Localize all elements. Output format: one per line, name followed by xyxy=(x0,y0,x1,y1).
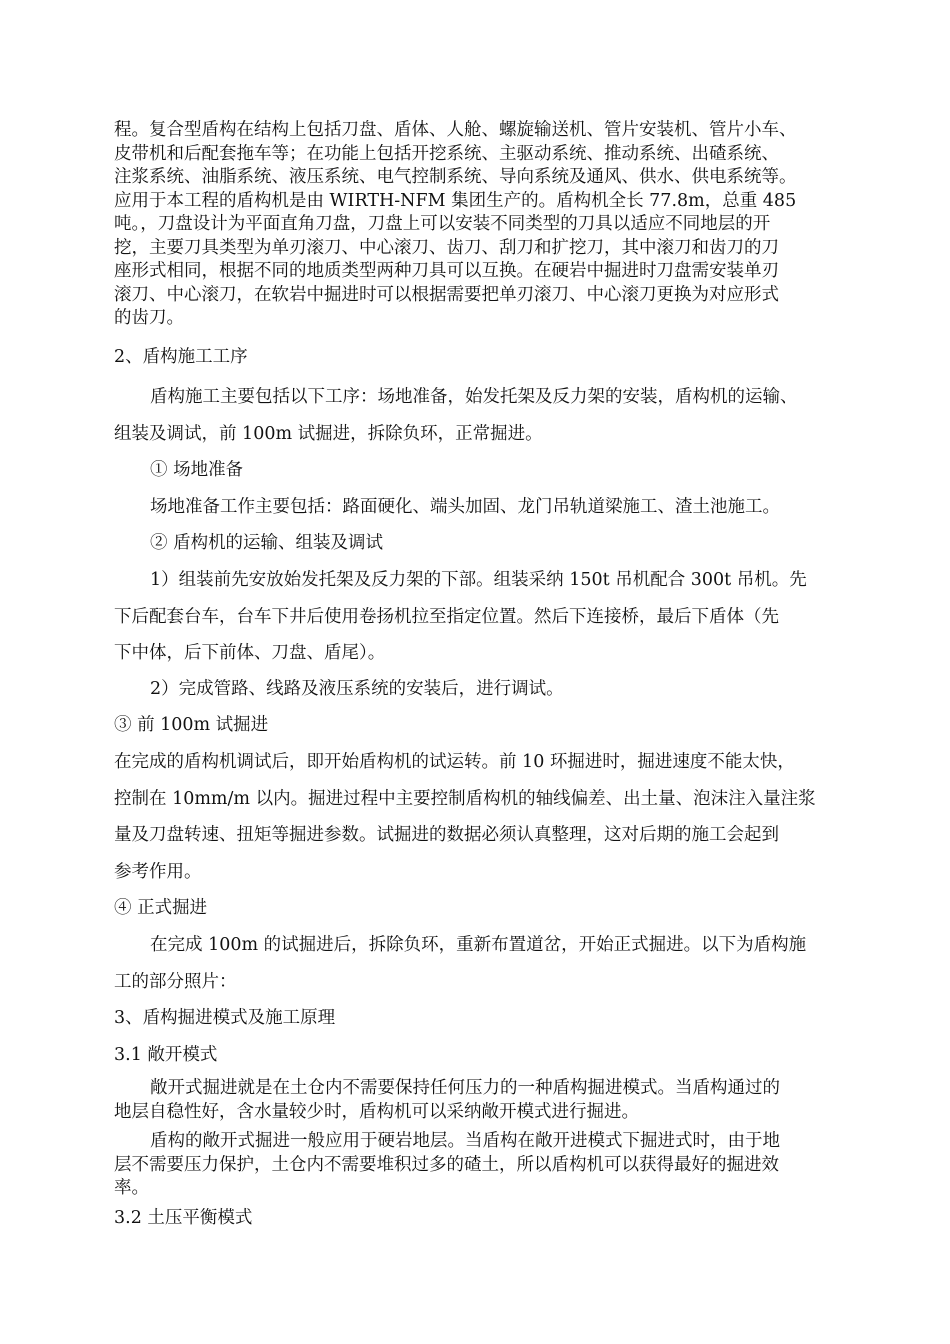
text-line: 1）组装前先安放始发托架及反力架的下部。组装采纳 150t 吊机配合 300t 吊机。先 xyxy=(150,570,807,590)
text-line: 敞开式掘进就是在土仓内不需要保持任何压力的一种盾构掘进模式。当盾构通过的 xyxy=(150,1078,780,1098)
text-line: 应用于本工程的盾构机是由 WIRTH-NFM 集团生产的。盾构机全长 77.8m，总重 485 xyxy=(114,190,797,211)
text-line: 控制在 10mm/m 以内。掘进过程中主要控制盾构机的轴线偏差、出土量、泡沫注入量注浆 xyxy=(114,788,816,809)
text-line: 参考作用。 xyxy=(114,861,202,882)
subheading-trial-excavation xyxy=(114,707,874,744)
subheading-site-preparation xyxy=(114,452,874,489)
paragraph-site-preparation xyxy=(114,489,874,526)
text-line: 下后配套台车，台车下井后使用卷扬机拉至指定位置。然后下连接桥，最后下盾体（先 xyxy=(114,606,779,627)
heading-text: ② 盾构机的运输、组装及调试 xyxy=(150,533,384,553)
subheading-formal-excavation xyxy=(114,890,874,927)
text-line: 盾构的敞开式掘进一般应用于硬岩地层。当盾构在敞开进模式下掘进式时，由于地 xyxy=(150,1131,780,1151)
text-line: 组装及调试，前 100m 试掘进，拆除负环，正常掘进。 xyxy=(114,423,543,444)
text-line: 的齿刀。 xyxy=(114,308,184,328)
heading-text: 3、盾构掘进模式及施工原理 xyxy=(114,1008,336,1028)
text-line: 盾构施工主要包括以下工序：场地准备，始发托架及反力架的安装，盾构机的运输、 xyxy=(150,387,798,407)
text-line: 程。复合型盾构在结构上包括刀盘、盾体、人舱、螺旋输送机、管片安装机、管片小车、 xyxy=(114,120,797,140)
text-line: 率。 xyxy=(114,1178,149,1198)
text-line: 下中体，后下前体、刀盘、盾尾）。 xyxy=(114,643,386,663)
paragraph-formal-excavation xyxy=(114,927,874,1000)
heading-text: ③ 前 100m 试掘进 xyxy=(114,715,269,735)
paragraph-shield-machine-structure xyxy=(114,119,874,331)
text-line: 滚刀、中心滚刀，在软岩中掘进时可以根据需要把单刃滚刀、中心滚刀更换为对应形式 xyxy=(114,284,779,305)
paragraph-trial-excavation xyxy=(114,744,874,890)
text-line: 吨。，刀盘设计为平面直角刀盘，刀盘上可以安装不同类型的刀具以适应不同地层的开 xyxy=(114,214,771,234)
subheading-earth-pressure-balance xyxy=(114,1206,874,1230)
heading-text: 2、盾构施工工序 xyxy=(114,347,248,367)
section-heading-3 xyxy=(114,1000,874,1037)
text-line: 皮带机和后配套拖车等；在功能上包括开挖系统、主驱动系统、推动系统、出碴系统、 xyxy=(114,143,779,164)
paragraph-open-mode-application xyxy=(114,1130,874,1201)
text-line: 在完成的盾构机调试后，即开始盾构机的试运转。前 10 环掘进时，掘进速度不能太快， xyxy=(114,752,795,772)
section-heading-2 xyxy=(114,345,874,369)
subheading-transport-assembly xyxy=(114,525,874,562)
text-line: 在完成 100m 的试掘进后，拆除负环，重新布置道岔，开始正式掘进。以下为盾构施 xyxy=(150,935,807,955)
text-line: 场地准备工作主要包括：路面硬化、端头加固、龙门吊轨道梁施工、渣土池施工。 xyxy=(150,497,780,517)
text-line: 量及刀盘转速、扭矩等掘进参数。试掘进的数据必须认真整理，这对后期的施工会起到 xyxy=(114,825,779,845)
paragraph-assembly-steps xyxy=(114,562,874,672)
text-line: 座形式相同，根据不同的地质类型两种刀具可以互换。在硬岩中掘进时刀盘需安装单刃 xyxy=(114,261,779,281)
heading-text: ④ 正式掘进 xyxy=(114,898,208,918)
text-line: 挖，主要刀具类型为单刃滚刀、中心滚刀、齿刀、刮刀和扩挖刀，其中滚刀和齿刀的刀 xyxy=(114,237,779,258)
heading-text: 3.1 敞开模式 xyxy=(114,1045,218,1065)
text-line: 注浆系统、油脂系统、液压系统、电气控制系统、导向系统及通风、供水、供电系统等。 xyxy=(114,167,797,187)
text-line: 层不需要压力保护，土仓内不需要堆积过多的碴土，所以盾构机可以获得最好的掘进效 xyxy=(114,1154,779,1175)
paragraph-debugging xyxy=(114,671,874,708)
heading-text: 3.2 土压平衡模式 xyxy=(114,1208,253,1228)
paragraph-open-mode-definition xyxy=(114,1077,874,1124)
paragraph-construction-process xyxy=(114,379,874,452)
text-line: 地层自稳性好，含水量较少时，盾构机可以采纳敞开模式进行掘进。 xyxy=(114,1101,639,1122)
heading-text: ① 场地准备 xyxy=(150,460,244,480)
text-line: 工的部分照片： xyxy=(114,971,237,992)
subheading-open-mode xyxy=(114,1037,874,1074)
text-line: 2）完成管路、线路及液压系统的安装后，进行调试。 xyxy=(150,679,564,699)
